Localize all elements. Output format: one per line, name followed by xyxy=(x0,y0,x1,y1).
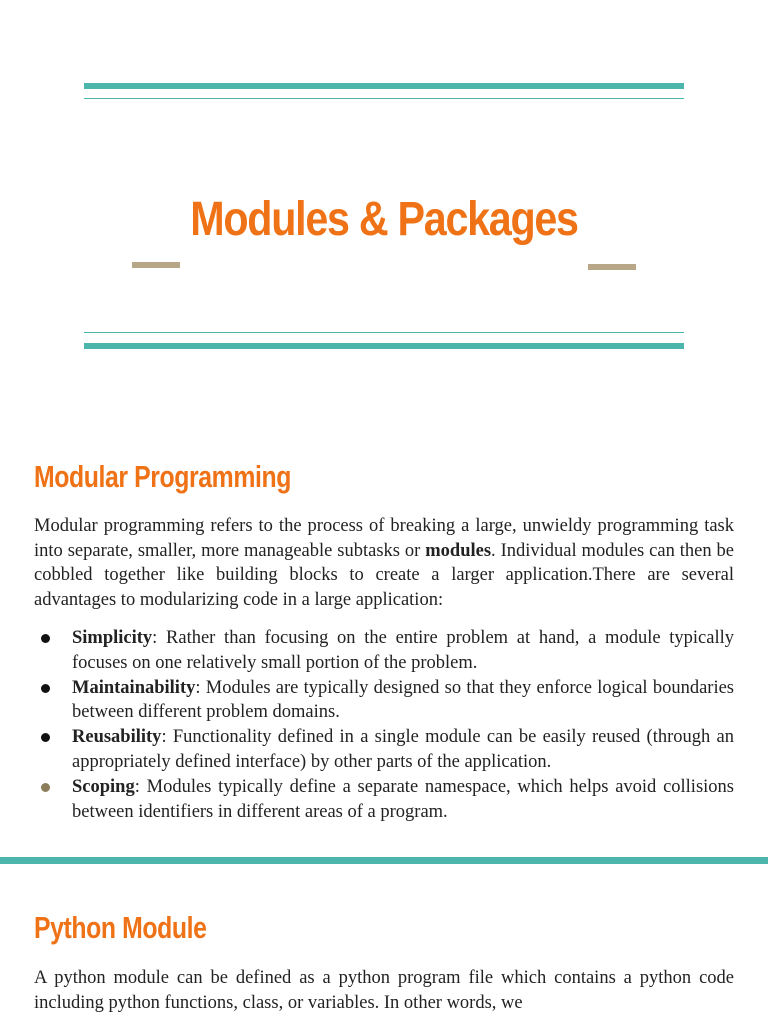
list-item-term: Reusability xyxy=(72,727,162,748)
title-top-thick-rule xyxy=(84,83,684,89)
list-item-text: : Modules are typically designed so that they enforce logical boundaries between different problem domains. xyxy=(72,677,734,723)
list-item-term: Scoping xyxy=(72,776,135,797)
intro-bold-term: modules xyxy=(425,540,492,561)
right-accent-dash xyxy=(588,264,636,270)
intro-text-start: Modular programming refers to the process of breaking a large, unwieldy programming task into separate, smaller, more manageable subtasks or xyxy=(34,516,734,561)
page-title: Modules & Packages xyxy=(190,193,578,247)
list-item-text: : Functionality defined in a single module can be easily reused (through an appropriately defined interface) by other parts of the application. xyxy=(72,727,734,772)
list-item-scoping xyxy=(34,775,734,825)
list-item-term: Maintainability xyxy=(72,677,196,698)
section-heading-modular-programming: Modular Programming xyxy=(34,459,291,494)
bullet-icon xyxy=(41,634,50,643)
python-module-text: A python module can be defined as a python program file which contains a python code including python functions, class, or variables. In other words, we xyxy=(34,968,734,1013)
bullet-icon xyxy=(41,733,50,742)
section-divider xyxy=(0,857,768,864)
list-item-text: : Rather than focusing on the entire problem at hand, a module typically focuses on one relatively small portion of the problem. xyxy=(72,628,734,673)
section-heading-python-module: Python Module xyxy=(34,910,207,945)
title-bottom-thick-rule xyxy=(84,343,684,349)
list-item-text: : Modules typically define a separate namespace, which helps avoid collisions between identifiers in different areas of a program. xyxy=(72,776,734,822)
title-top-thin-rule xyxy=(84,98,684,99)
bullet-icon xyxy=(41,684,50,693)
title-bottom-thin-rule xyxy=(84,332,684,333)
list-item-reusability xyxy=(34,725,734,775)
bullet-icon xyxy=(41,783,50,792)
list-item-maintainability xyxy=(34,676,734,726)
list-item-term: Simplicity xyxy=(72,628,153,648)
left-accent-dash xyxy=(132,262,180,268)
intro-text-end: . Individual modules can then be cobbled together like building blocks to create a larger application.There are several advantages to modularizing code in a large application: xyxy=(34,540,734,611)
modular-programming-intro xyxy=(34,514,734,613)
list-item-simplicity xyxy=(34,626,734,676)
advantages-list xyxy=(34,626,734,824)
